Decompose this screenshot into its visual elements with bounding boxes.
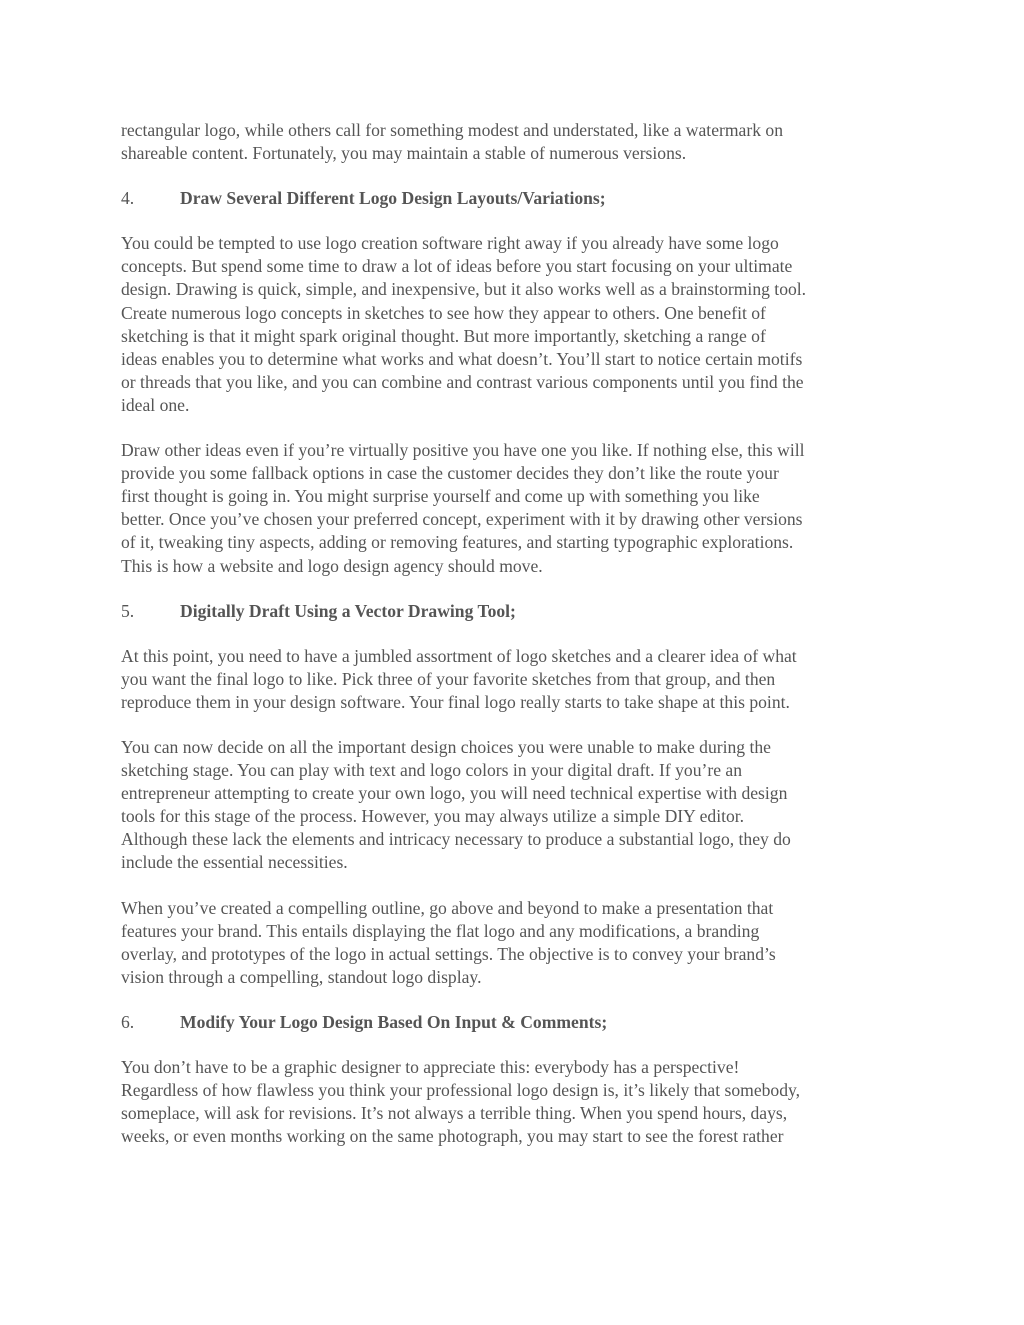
text-line: shareable content. Fortunately, you may maintain a stable of numerous versions. [121, 143, 687, 164]
text-line: someplace, will ask for revisions. It’s not always a terrible thing. When you spend hours, days, [121, 1103, 788, 1124]
text-line: sketching stage. You can play with text and logo colors in your digital draft. If you’re an [121, 760, 743, 781]
section-title: Draw Several Different Logo Design Layouts/Variations; [180, 188, 606, 209]
text-line: include the essential necessities. [121, 852, 348, 873]
paragraph [121, 119, 911, 165]
text-line: Regardless of how flawless you think your professional logo design is, it’s likely that somebody, [121, 1080, 801, 1101]
text-line: of it, tweaking tiny aspects, adding or removing features, and starting typographic explorations. [121, 532, 794, 553]
text-line: When you’ve created a compelling outline, go above and beyond to make a presentation that [121, 897, 774, 918]
text-line: provide you some fallback options in case the customer decides they don’t like the route your [121, 463, 779, 484]
text-line: overlay, and prototypes of the logo in actual settings. The objective is to convey your brand’s [121, 943, 776, 964]
paragraph [121, 439, 911, 578]
paragraph [121, 897, 911, 989]
text-line: concepts. But spend some time to draw a lot of ideas before you start focusing on your ultimate [121, 256, 793, 277]
text-line: At this point, you need to have a jumbled assortment of logo sketches and a clearer idea of what [121, 645, 797, 666]
text-line: rectangular logo, while others call for something modest and understated, like a watermark on [121, 120, 783, 140]
text-line: or threads that you like, and you can combine and contrast various components until you find the [121, 371, 804, 392]
section-number: 6. [121, 1011, 135, 1032]
text-line: You can now decide on all the important design choices you were unable to make during the [121, 736, 771, 757]
section-heading [121, 600, 911, 623]
text-line: ideal one. [121, 394, 190, 415]
section-number: 5. [121, 600, 135, 621]
section-heading [121, 187, 911, 210]
paragraph [121, 1056, 911, 1148]
text-line: tools for this stage of the process. However, you may always utilize a simple DIY editor. [121, 806, 745, 827]
document-page [121, 119, 911, 1170]
text-line: you want the final logo to like. Pick three of your favorite sketches from that group, and then [121, 668, 776, 689]
text-line: sketching is that it might spark original thought. But more importantly, sketching a range of [121, 325, 766, 346]
section-heading [121, 1011, 911, 1034]
text-line: entrepreneur attempting to create your own logo, you will need technical expertise with design [121, 783, 788, 804]
text-line: features your brand. This entails displaying the flat logo and any modifications, a branding [121, 920, 760, 941]
text-line: Draw other ideas even if you’re virtually positive you have one you like. If nothing else, this will [121, 440, 805, 461]
text-line: design. Drawing is quick, simple, and inexpensive, but it also works well as a brainstorming tool. [121, 279, 807, 300]
text-line: vision through a compelling, standout logo display. [121, 966, 482, 987]
paragraph [121, 645, 911, 714]
paragraph [121, 736, 911, 875]
text-line: This is how a website and logo design agency should move. [121, 555, 543, 576]
section-title: Modify Your Logo Design Based On Input & Comments; [180, 1011, 608, 1032]
text-line: reproduce them in your design software. Your final logo really starts to take shape at this point. [121, 691, 790, 712]
text-line: Create numerous logo concepts in sketches to see how they appear to others. One benefit of [121, 302, 766, 323]
section-title: Digitally Draft Using a Vector Drawing Tool; [180, 600, 516, 621]
text-line: better. Once you’ve chosen your preferred concept, experiment with it by drawing other versions [121, 509, 803, 530]
text-line: ideas enables you to determine what works and what doesn’t. You’ll start to notice certain motifs [121, 348, 803, 369]
text-line: You could be tempted to use logo creation software right away if you already have some logo [121, 233, 779, 254]
section-number: 4. [121, 188, 135, 209]
paragraph [121, 232, 911, 417]
text-line: first thought is going in. You might surprise yourself and come up with something you like [121, 486, 760, 507]
text-line: Although these lack the elements and intricacy necessary to produce a substantial logo, they do [121, 829, 791, 850]
text-line: You don’t have to be a graphic designer to appreciate this: everybody has a perspective! [121, 1057, 740, 1077]
text-line: weeks, or even months working on the same photograph, you may start to see the forest rather [121, 1126, 784, 1147]
